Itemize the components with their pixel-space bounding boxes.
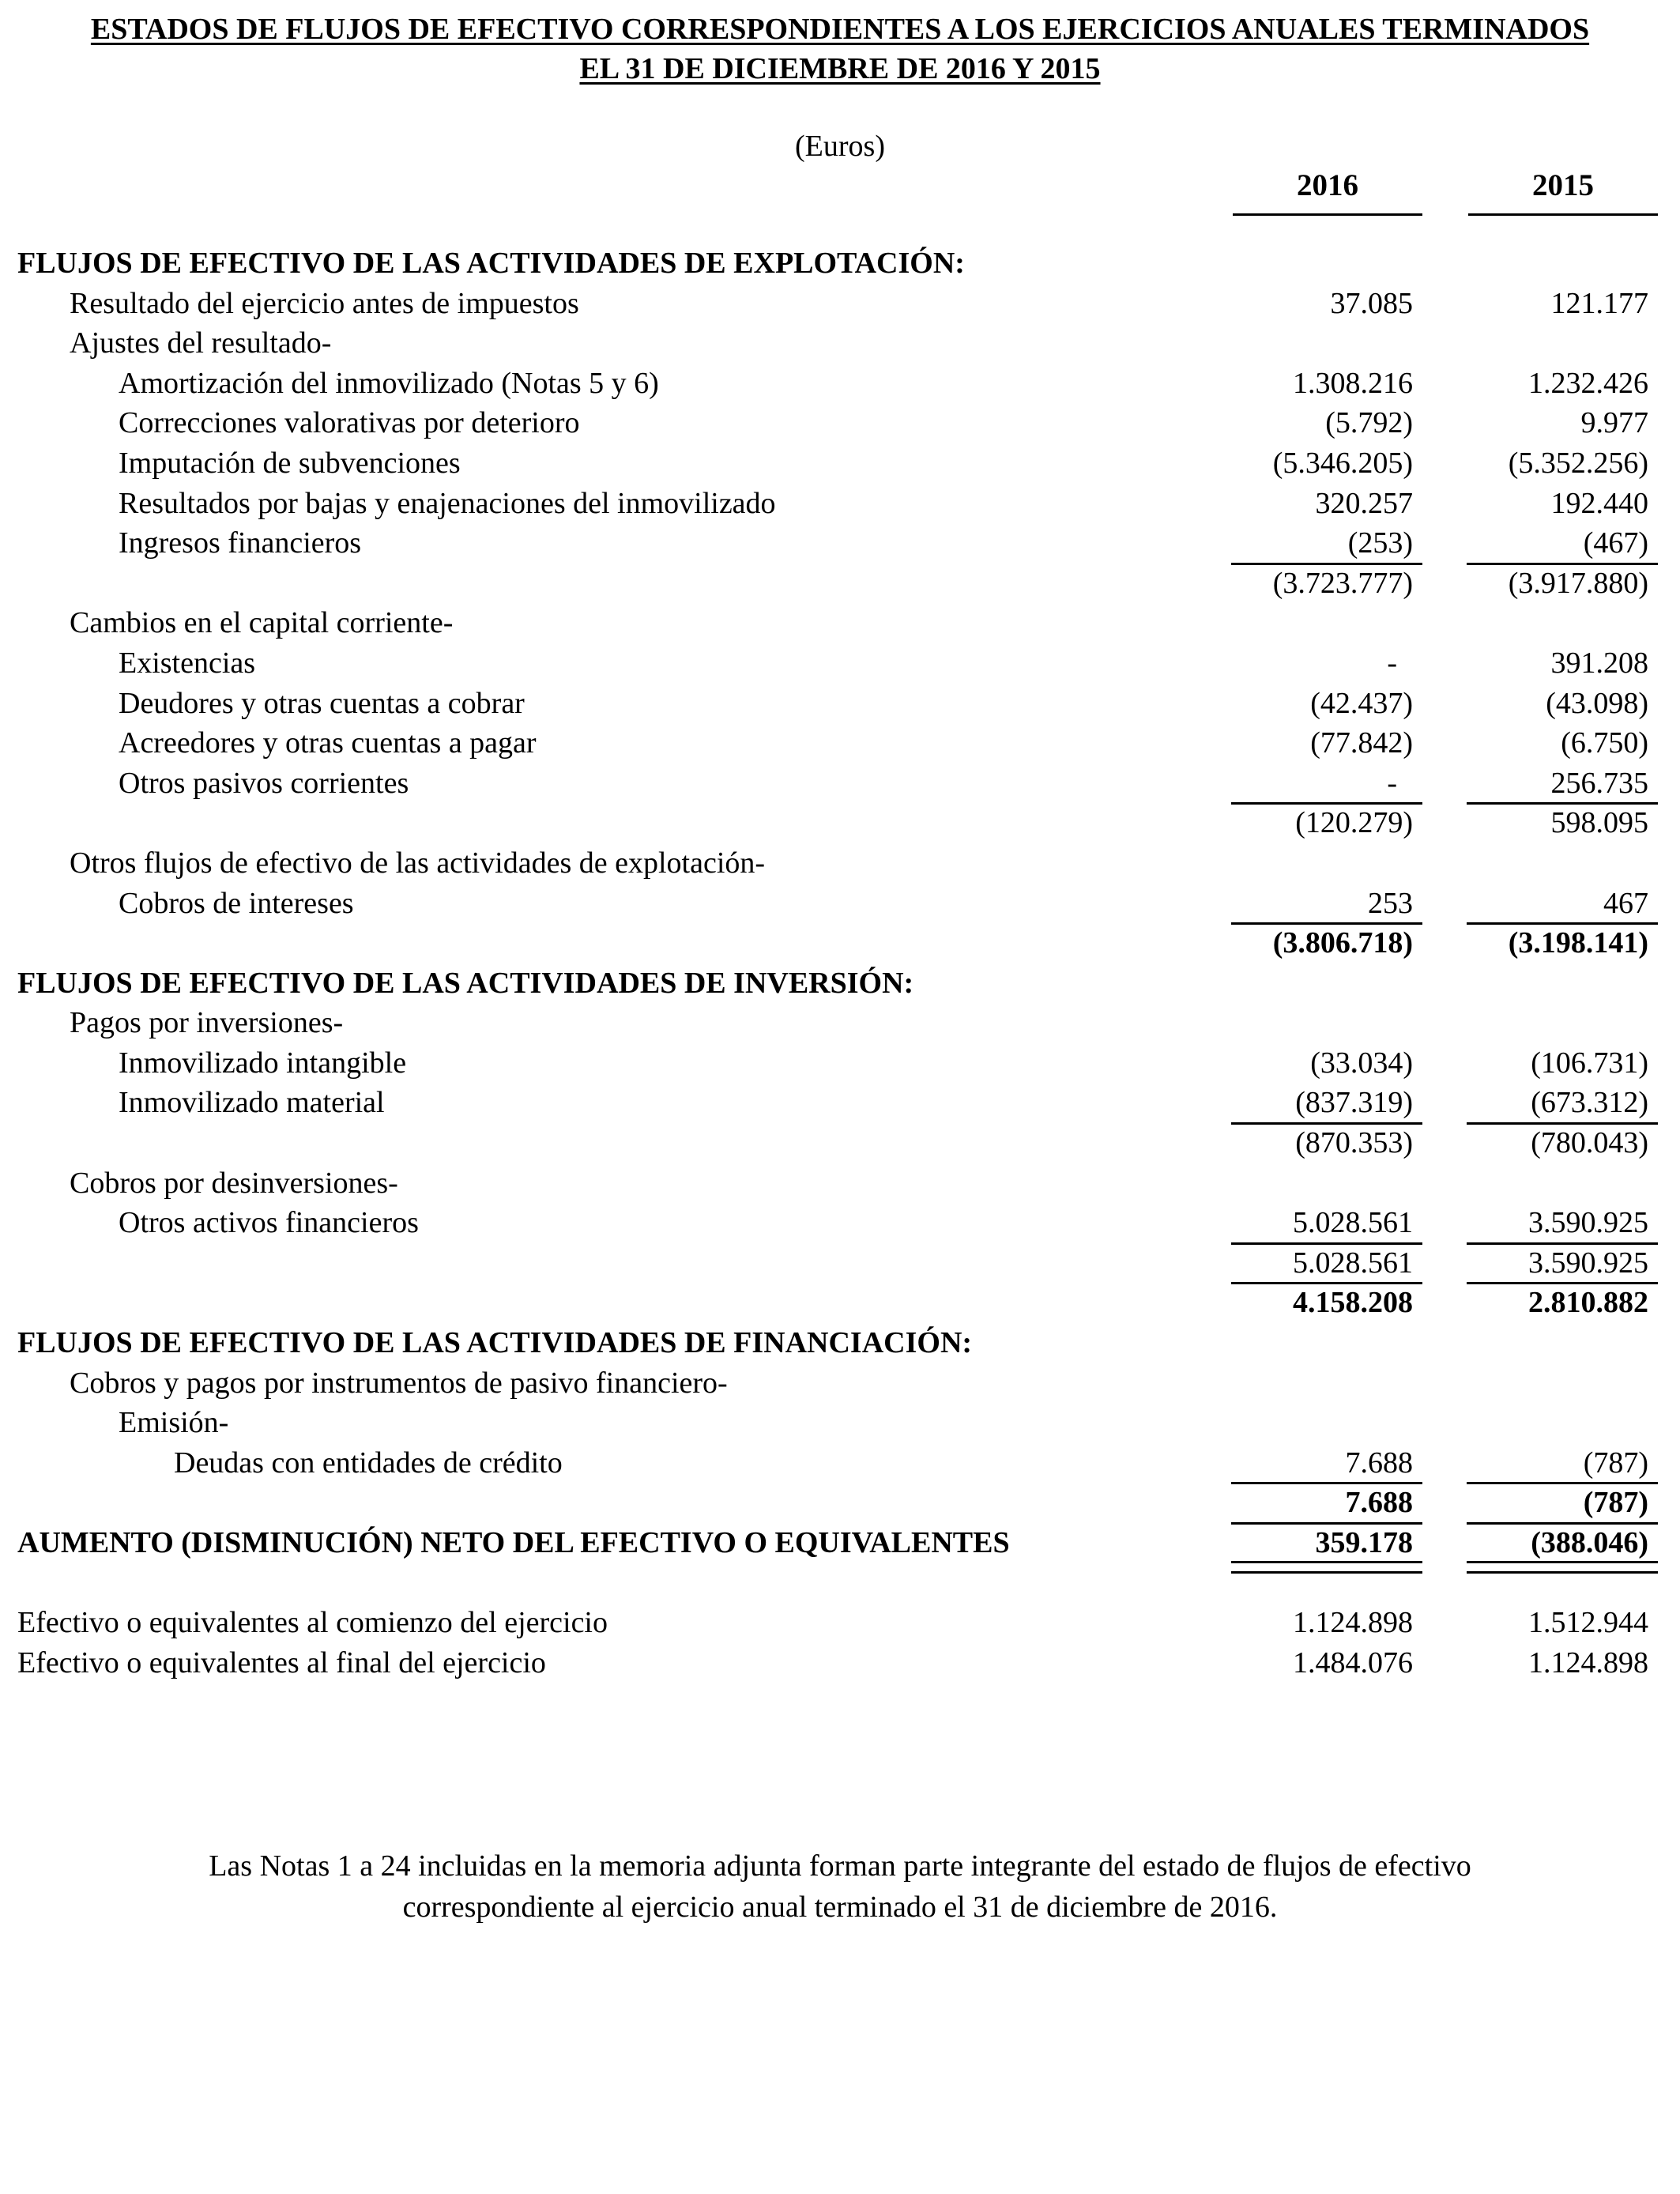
table-row [0,1443,1680,1483]
value-2015: 121.177 [1550,286,1648,320]
row-label: FLUJOS DE EFECTIVO DE LAS ACTIVIDADES DE EXPLOTACIÓN: [17,247,965,280]
footnote-line-2: correspondiente al ejercicio anual terminado el 31 de diciembre de 2016. [402,1891,1278,1924]
subsection-heading [0,323,1680,364]
value-2016: - [1387,646,1397,680]
row-label: Ajustes del resultado- [70,326,332,360]
value-2016: 5.028.561 [1293,1206,1413,1240]
value-2015: 3.590.925 [1528,1206,1648,1240]
row-label: Ingresos financieros [119,526,362,560]
value-2016: (870.353) [1295,1126,1413,1160]
subsection-heading [0,1003,1680,1043]
value-2015: (3.198.141) [1508,926,1648,960]
value-2015: (5.352.256) [1508,446,1648,480]
value-2016: (42.437) [1310,686,1413,720]
subsection-heading [0,1363,1680,1404]
value-2015: (3.917.880) [1508,566,1648,600]
value-2015: 9.977 [1580,406,1648,440]
net-change-row [0,1523,1680,1563]
footnote [0,1845,1680,1928]
value-2016: 320.257 [1315,486,1413,520]
row-label: Otros activos financieros [119,1206,419,1240]
value-2016: 1.484.076 [1293,1646,1413,1679]
value-2015: (787) [1583,1446,1648,1480]
value-2015: (6.750) [1561,726,1648,760]
table-row [0,523,1680,564]
table-row [0,1043,1680,1084]
section-heading-operating [0,243,1680,284]
row-label: Amortización del inmovilizado (Notas 5 y 6) [119,366,659,400]
subsection-heading [0,1163,1680,1204]
value-2016: (837.319) [1295,1086,1413,1120]
value-2016: 7.688 [1345,1446,1413,1480]
row-label: Efectivo o equivalentes al comienzo del ejercicio [17,1606,608,1640]
statement-title [0,9,1680,89]
table-row [0,284,1680,324]
row-label: FLUJOS DE EFECTIVO DE LAS ACTIVIDADES DE INVERSIÓN: [17,966,914,1000]
table-row [0,403,1680,443]
value-2016: (253) [1347,526,1413,560]
title-line-2: EL 31 DE DICIEMBRE DE 2016 Y 2015 [579,52,1101,85]
section-heading-investing [0,963,1680,1004]
table-row [0,763,1680,804]
table-row [0,1603,1680,1643]
row-label: Correcciones valorativas por deterioro [119,406,580,440]
row-label: Emisión- [119,1406,229,1440]
row-label: AUMENTO (DISMINUCIÓN) NETO DEL EFECTIVO O EQUIVALENTES [17,1526,1010,1559]
row-label: Cambios en el capital corriente- [70,606,454,640]
table-row [0,1083,1680,1123]
column-header-2016: 2016 [1233,166,1422,216]
row-label: Cobros por desinversiones- [70,1166,398,1200]
value-2016: (5.346.205) [1272,446,1413,480]
value-2015: 2.810.882 [1528,1286,1648,1320]
value-2015: (467) [1583,526,1648,560]
subtotal-row [0,803,1680,843]
double-underline [1467,1561,1658,1574]
table-row [0,684,1680,724]
value-2015: (673.312) [1531,1086,1648,1120]
value-2016: (3.806.718) [1272,926,1413,960]
table-row [0,1643,1680,1683]
value-2015: 3.590.925 [1528,1246,1648,1280]
column-header-2015: 2015 [1468,166,1658,216]
row-label: Inmovilizado intangible [119,1046,407,1080]
row-label: Otros pasivos corrientes [119,766,409,800]
table-row [0,723,1680,763]
row-label: Otros flujos de efectivo de las actividades de explotación- [70,846,766,880]
row-label: Imputación de subvenciones [119,446,461,480]
row-label: Cobros de intereses [119,886,354,920]
row-label: Resultado del ejercicio antes de impuestos [70,286,579,320]
value-2016: (120.279) [1295,806,1413,840]
value-2015: (787) [1583,1486,1648,1520]
subsection-heading [0,1403,1680,1443]
spacer-row [0,1563,1680,1604]
double-underline [1231,1561,1422,1574]
row-label: Efectivo o equivalentes al final del ejercicio [17,1646,546,1679]
value-2016: 37.085 [1330,286,1413,320]
subsection-heading [0,603,1680,643]
value-2015: 391.208 [1550,646,1648,680]
table-row [0,884,1680,924]
section-total-row [0,923,1680,963]
section-total-row [0,1283,1680,1323]
table-row [0,643,1680,684]
value-2016: 1.308.216 [1293,366,1413,400]
row-label: FLUJOS DE EFECTIVO DE LAS ACTIVIDADES DE FINANCIACIÓN: [17,1326,973,1360]
table-row [0,484,1680,524]
value-2015: (43.098) [1546,686,1648,720]
value-2015: 256.735 [1550,766,1648,800]
row-label: Resultados por bajas y enajenaciones del inmovilizado [119,486,776,520]
subtotal-row [0,1243,1680,1284]
value-2015: 192.440 [1550,486,1648,520]
section-total-row [0,1483,1680,1523]
row-label: Inmovilizado material [119,1086,385,1120]
subtotal-row [0,564,1680,604]
value-2016: 359.178 [1315,1526,1413,1559]
cash-flow-table [0,243,1680,1683]
value-2016: 7.688 [1345,1486,1413,1520]
value-2016: 253 [1368,886,1413,920]
section-heading-financing [0,1323,1680,1363]
row-label: Cobros y pagos por instrumentos de pasivo financiero- [70,1366,728,1400]
value-2016: (5.792) [1325,406,1413,440]
value-2015: 1.512.944 [1528,1606,1648,1640]
row-label: Existencias [119,646,256,680]
value-2016: 5.028.561 [1293,1246,1413,1280]
table-row [0,1203,1680,1243]
title-line-1: ESTADOS DE FLUJOS DE EFECTIVO CORRESPONDIENTES A LOS EJERCICIOS ANUALES TERMINADOS [90,13,1590,46]
table-row [0,364,1680,404]
value-2016: (33.034) [1310,1046,1413,1080]
value-2015: 467 [1603,886,1648,920]
value-2016: (3.723.777) [1272,566,1413,600]
value-2015: 598.095 [1550,806,1648,840]
value-2016: (77.842) [1310,726,1413,760]
row-label: Acreedores y otras cuentas a pagar [119,726,537,760]
value-2015: (780.043) [1531,1126,1648,1160]
currency-units: (Euros) [795,130,885,163]
value-2015: 1.124.898 [1528,1646,1648,1679]
value-2015: (388.046) [1531,1526,1648,1559]
value-2015: (106.731) [1531,1046,1648,1080]
row-label: Pagos por inversiones- [70,1006,344,1040]
row-label: Deudas con entidades de crédito [174,1446,563,1480]
subsection-heading [0,843,1680,884]
row-label: Deudores y otras cuentas a cobrar [119,686,525,720]
value-2016: 4.158.208 [1293,1286,1413,1320]
subtotal-row [0,1123,1680,1163]
value-2016: - [1387,766,1397,800]
table-row [0,443,1680,484]
value-2015: 1.232.426 [1528,366,1648,400]
value-2016: 1.124.898 [1293,1606,1413,1640]
footnote-line-1: Las Notas 1 a 24 incluidas en la memoria adjunta forman parte integrante del estado de flujos de efectivo [209,1849,1471,1883]
